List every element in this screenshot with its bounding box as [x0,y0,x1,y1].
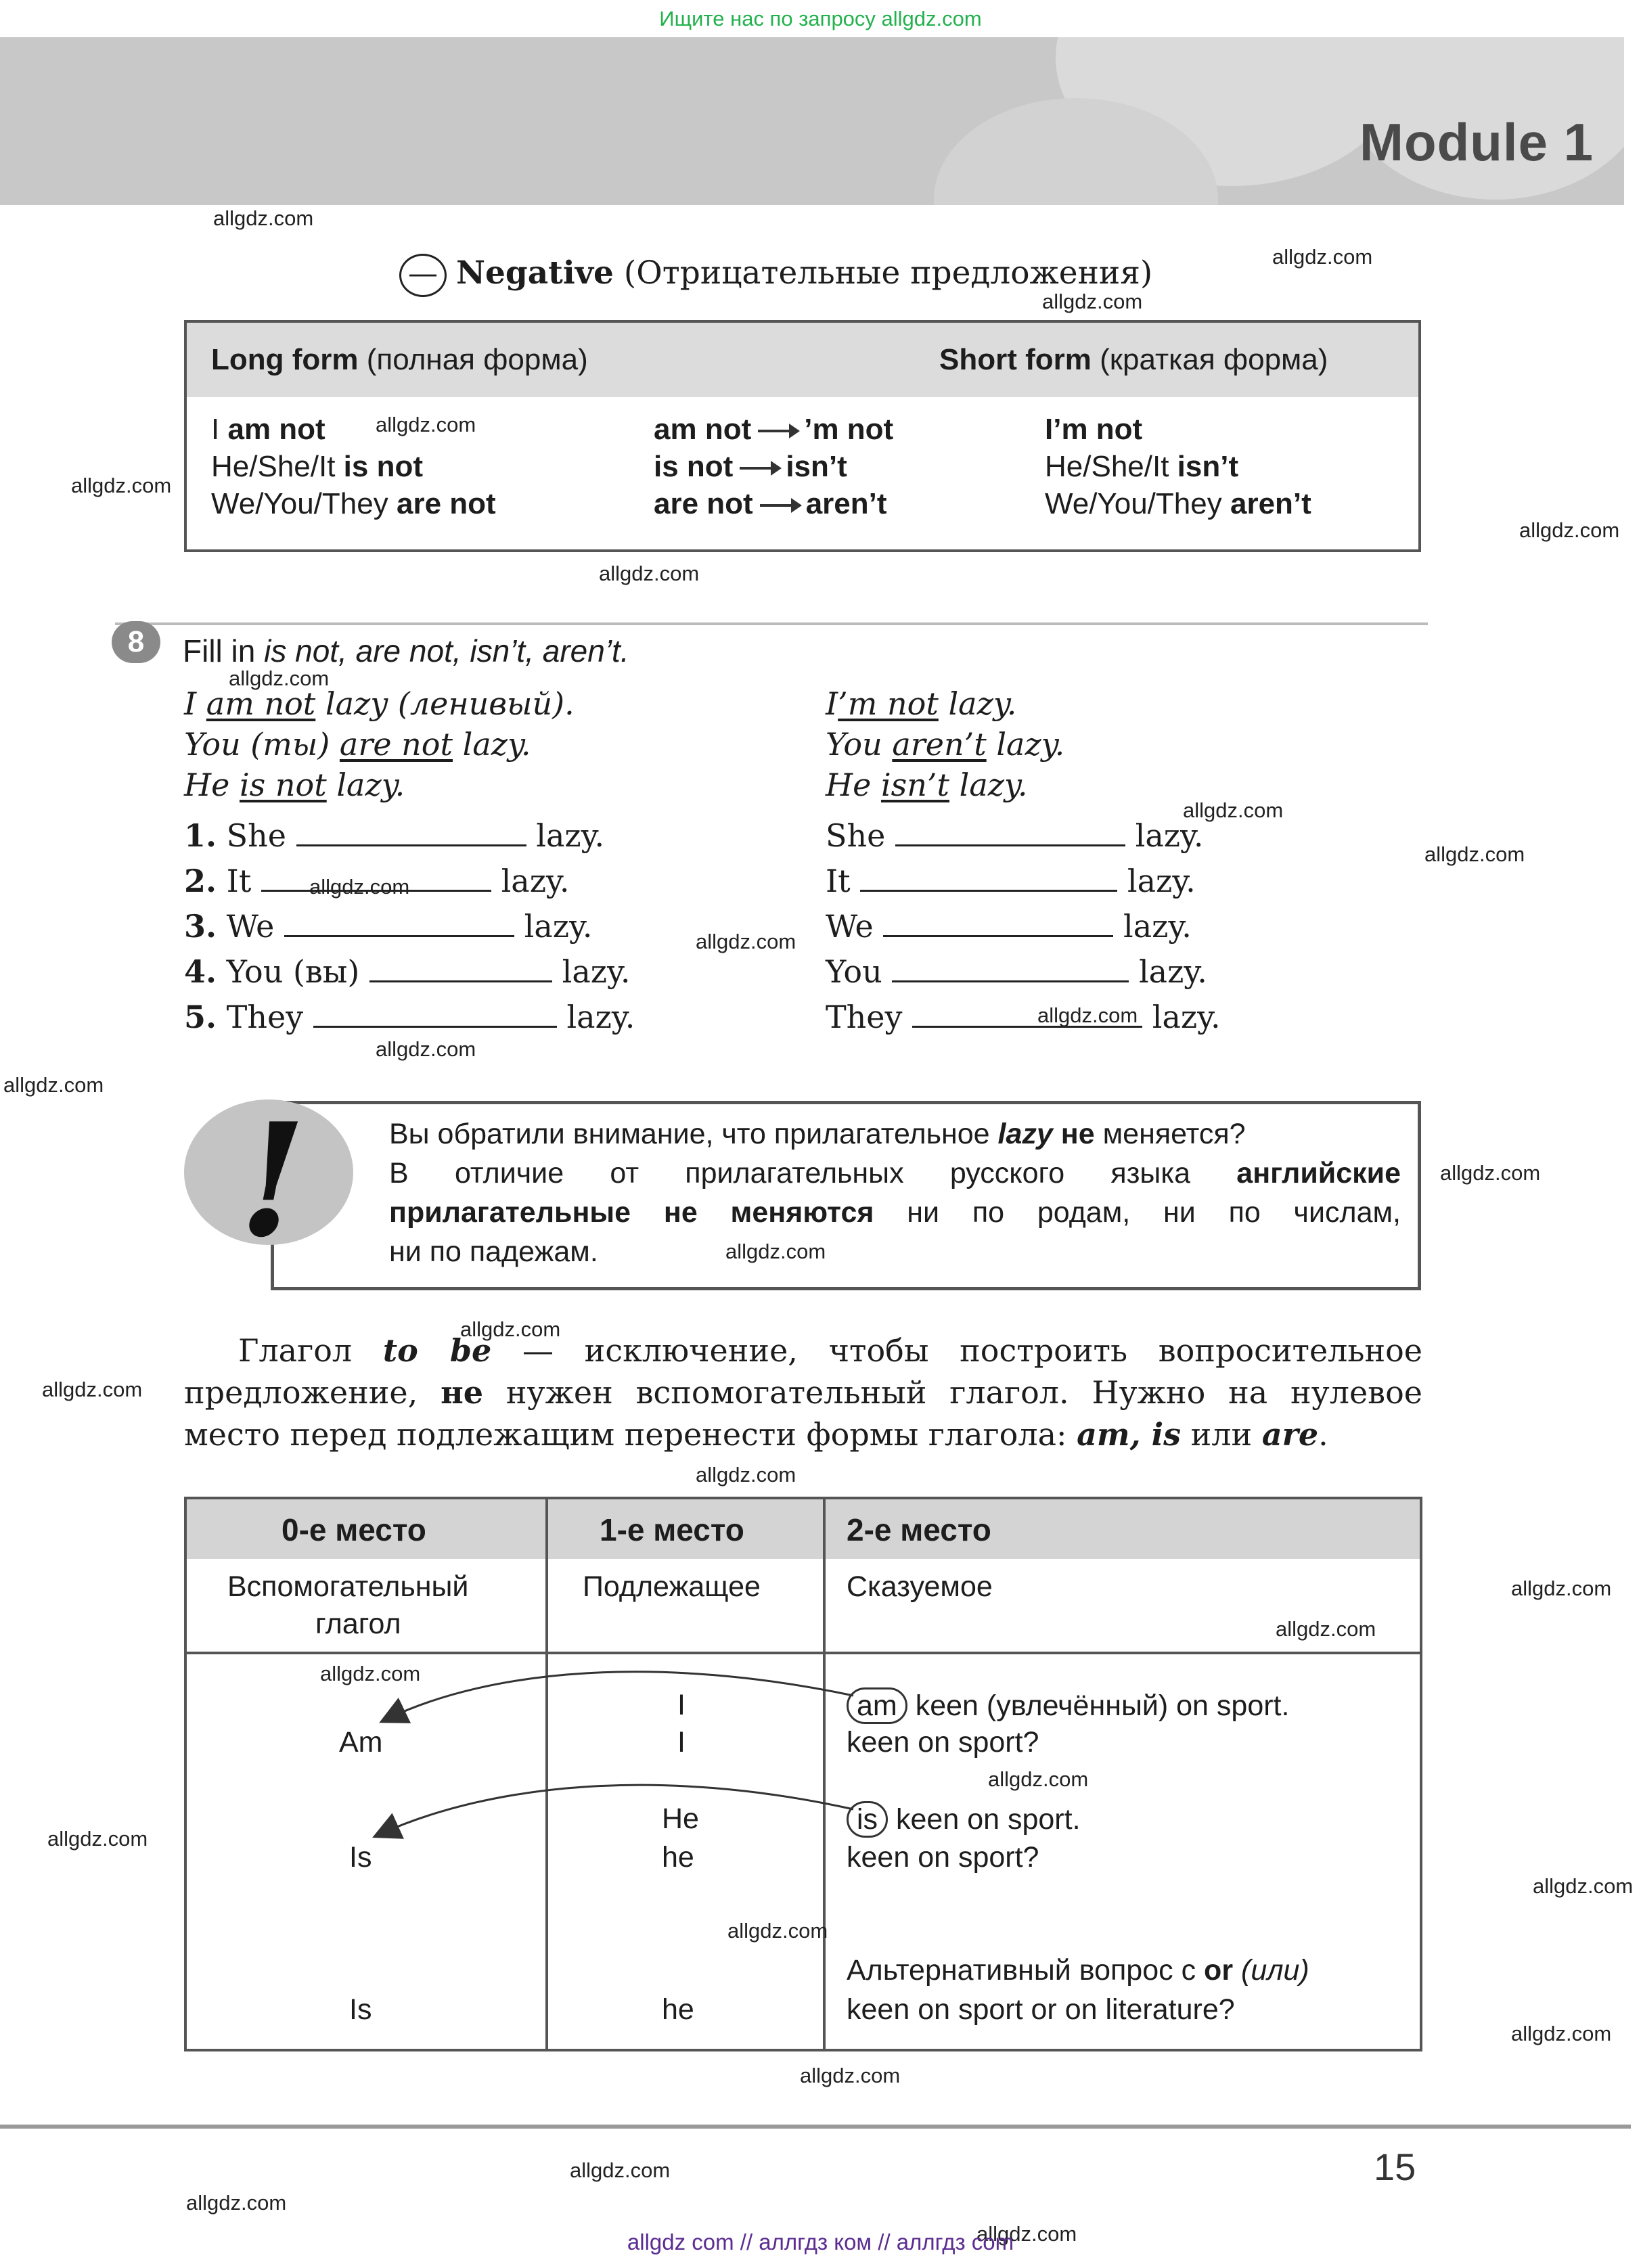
module-title: Module 1 [1359,112,1594,172]
watermark: allgdz.com [229,666,330,690]
alternative-question: keen on sport or on literature? [847,1993,1235,2026]
watermark: allgdz.com [725,1240,826,1263]
watermark: allgdz.com [696,1463,796,1487]
answer-blank[interactable] [895,821,1125,846]
watermark: allgdz.com [320,1662,421,1685]
watermark: allgdz.com [1511,1577,1612,1600]
item-left-3: 3. We lazy. [184,908,593,945]
question-structure-table [184,1497,1422,2051]
predicate-2-question: keen on sport? [847,1841,1039,1874]
subheader-subject: Подлежащее [583,1570,761,1603]
subject-i-1: I [677,1689,685,1721]
subject-he-alt: he [662,1993,694,2026]
example-right-1: I’m not lazy. [826,685,1017,722]
watermark: allgdz.com [213,206,314,230]
example-left-2: You (ты) are not lazy. [184,726,531,763]
item-right-5: They lazy. [826,999,1221,1035]
contraction-row-1: am not ’m not [654,413,894,446]
item-right-2: It lazy. [826,863,1196,899]
short-row-1: I’m not [1045,413,1143,446]
col-header-2: 2-е место [847,1512,991,1547]
short-row-2: He/She/It isn’t [1045,450,1239,483]
minus-icon: — [399,254,447,297]
watermark: allgdz.com [71,474,172,497]
subheader-aux-2: глагол [315,1608,401,1640]
watermark: allgdz.com [1272,245,1373,269]
answer-blank[interactable] [892,957,1129,982]
answer-blank[interactable] [284,912,514,937]
long-row-2: He/She/It is not [211,450,423,483]
negative-title: Negative [456,254,614,292]
watermark: allgdz.com [570,2158,671,2182]
example-right-3: He isn’t lazy. [826,767,1028,803]
watermark: allgdz.com [47,1827,148,1851]
note-line-1: Вы обратили внимание, что прилагательное lazy не меняется? [389,1118,1246,1150]
arrow-am-to-front [386,1672,853,1719]
answer-blank[interactable] [369,957,552,982]
verb-oval: am [847,1687,907,1724]
example-left-3: He is not lazy. [184,767,405,803]
long-row-1: I am not [211,413,325,446]
item-left-2: 2. It lazy. [184,863,570,899]
watermark: allgdz.com [1042,290,1143,313]
arrow-right-icon [760,504,799,507]
watermark: allgdz.com [3,1073,104,1097]
watermark: allgdz.com [1440,1161,1541,1185]
watermark: allgdz.com [696,930,796,953]
answer-blank[interactable] [883,912,1113,937]
negative-table [184,320,1421,552]
note-line-2: В отличие от прилагательных русского языка английские [389,1157,1401,1189]
item-left-4: 4. You (вы) lazy. [184,953,631,990]
watermark: allgdz.com [599,562,700,585]
example-left-1: I am not lazy (ленивый). [184,685,575,722]
predicate-1: am keen (увлечённый) on sport. [847,1687,1289,1724]
watermark: allgdz.com [988,1767,1089,1791]
top-banner: Ищите нас по запросу allgdz.com [659,7,982,30]
item-left-1: 1. She lazy. [184,817,605,854]
predicate-2: is keen on sport. [847,1801,1081,1838]
exclamation-icon: ! [238,1089,307,1272]
col-header-1: 1-е место [600,1512,744,1547]
aux-am: Am [339,1726,383,1759]
alternative-question-label: Альтернативный вопрос с or (или) [847,1954,1309,1987]
subject-i-2: I [677,1726,685,1759]
watermark: allgdz.com [1533,1874,1634,1898]
note-line-3: прилагательные не меняются ни по родам, ни по числам, [389,1196,1401,1229]
watermark: allgdz.com [186,2191,287,2215]
answer-blank[interactable] [296,821,526,846]
exercise-instruction: Fill in is not, are not, isn’t, aren’t. [183,633,629,668]
subheader-predicate: Сказуемое [847,1570,993,1603]
watermark: allgdz.com [727,1919,828,1943]
footer-links[interactable]: allgdz com // аллгдз ком // аллгдз com [627,2229,1014,2254]
watermark: allgdz.com [42,1378,143,1401]
rule-paragraph: Глагол to be — исключение, чтобы построить вопросительное предложение, не нужен вспомогательный глагол. Нужно на нулевое место перед подлежащим перенести формы глагола: am, is или are. [184,1332,1423,1453]
bottom-rule [0,2125,1631,2129]
watermark: allgdz.com [1424,842,1525,866]
subject-he-1: He [662,1802,699,1835]
exercise-rule [115,622,1428,625]
move-arrows [187,1499,1420,2049]
answer-blank[interactable] [313,1003,557,1028]
arrow-right-icon [758,430,797,432]
exercise-number-badge: 8 [112,621,160,663]
note-line-4: ни по падежам. [389,1235,598,1268]
watermark: allgdz.com [800,2064,901,2087]
watermark: allgdz.com [376,413,476,436]
watermark: allgdz.com [1511,2022,1612,2045]
watermark: allgdz.com [309,875,410,899]
item-right-4: You lazy. [826,953,1207,990]
aux-is: Is [349,1841,372,1874]
watermark: allgdz.com [460,1317,561,1341]
long-form-header: Long form (полная форма) [211,343,588,376]
verb-oval: is [847,1801,888,1838]
watermark: allgdz.com [1183,798,1284,822]
contraction-row-2: is not isn’t [654,450,847,483]
arrow-is-to-front [380,1785,853,1834]
item-right-1: She lazy. [826,817,1204,854]
short-row-3: We/You/They aren’t [1045,487,1311,520]
long-row-3: We/You/They are not [211,487,496,520]
watermark: allgdz.com [1519,518,1620,542]
subheader-aux: Вспомогательный [227,1570,469,1603]
item-right-3: We lazy. [826,908,1192,945]
page-number: 15 [1374,2146,1416,2188]
answer-blank[interactable] [860,867,1117,892]
short-form-header: Short form (краткая форма) [939,343,1328,376]
predicate-1-question: keen on sport? [847,1726,1039,1759]
watermark: allgdz.com [1037,1003,1138,1027]
example-right-2: You aren’t lazy. [826,726,1065,763]
aux-is-alt: Is [349,1993,372,2026]
arrow-right-icon [740,467,779,470]
col-header-0: 0-е место [282,1512,426,1547]
contraction-row-3: are not aren’t [654,487,887,520]
watermark: allgdz.com [376,1037,476,1061]
watermark: allgdz.com [1276,1617,1376,1641]
watermark: allgdz.com [976,2222,1077,2246]
subject-he-2: he [662,1841,694,1874]
negative-heading [399,254,1152,297]
item-left-5: 5. They lazy. [184,999,635,1035]
negative-title-ru: (Отрицательные предложения) [623,254,1153,292]
